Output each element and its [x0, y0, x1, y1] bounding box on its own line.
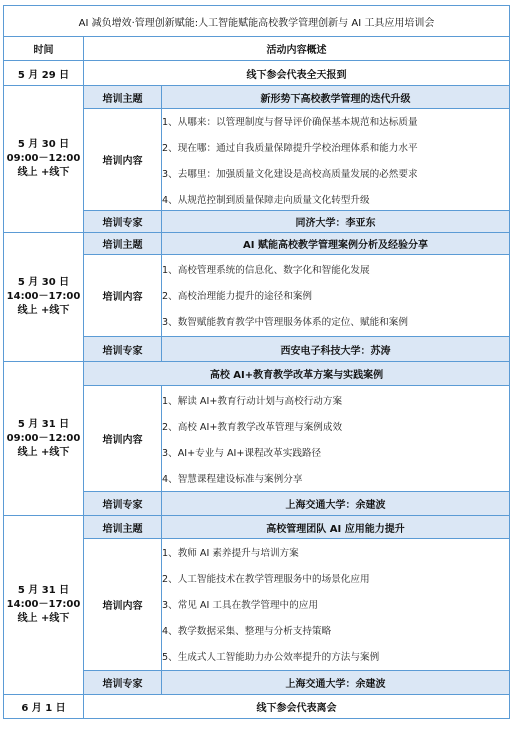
content-item: 3、AI+专业与 AI+课程改革实践路径	[162, 447, 322, 459]
content-item: 4、智慧课程建设标准与案例分享	[162, 473, 303, 485]
content-item: 2、高校治理能力提升的途径和案例	[162, 290, 313, 302]
session-mode: 线上 +线下	[17, 167, 70, 178]
session-mode: 线上 +线下	[17, 305, 70, 316]
content-item: 1、高校管理系统的信息化、数字化和智能化发展	[162, 264, 370, 276]
departure-text: 线下参会代表离会	[84, 695, 510, 719]
content-item: 3、数智赋能教育教学中管理服务体系的定位、赋能和案例	[162, 316, 408, 328]
topic-label: 培训主题	[84, 86, 162, 109]
expert-label: 培训专家	[84, 211, 162, 233]
content-item: 4、从规范控制到质量保障走向质量文化转型升级	[162, 194, 370, 206]
content-item: 3、去哪里：加强质量文化建设是高校高质量发展的必然要求	[162, 168, 418, 180]
content-item: 2、人工智能技术在教学管理服务中的场景化应用	[162, 573, 370, 585]
session-hours: 14:00－17:00	[6, 599, 81, 610]
session-hours: 14:00－17:00	[6, 291, 81, 302]
content-item: 1、教师 AI 素养提升与培训方案	[162, 547, 299, 559]
topic-label: 培训主题	[84, 516, 162, 539]
content-label: 培训内容	[84, 386, 162, 492]
content-item: 3、常见 AI 工具在教学管理中的应用	[162, 599, 318, 611]
session-date: 5 月 30 日	[17, 139, 70, 150]
content-item: 1、从哪来：以管理制度与督导评价确保基本规范和达标质量	[162, 116, 418, 128]
session-time	[4, 233, 84, 362]
expert-label: 培训专家	[84, 492, 162, 516]
session-mode: 线上 +线下	[17, 613, 70, 624]
session-topic: 新形势下高校教学管理的迭代升级	[162, 86, 510, 109]
content-item: 2、高校 AI+教育教学改革管理与案例成效	[162, 421, 343, 433]
session-expert: 上海交通大学：余建波	[162, 671, 510, 695]
session-time	[4, 86, 84, 233]
schedule-table	[3, 5, 510, 719]
header-content: 活动内容概述	[84, 37, 510, 61]
session-date: 5 月 30 日	[17, 277, 70, 288]
header-time: 时间	[4, 37, 84, 61]
arrival-text: 线下参会代表全天报到	[84, 61, 510, 86]
arrival-date: 5 月 29 日	[4, 61, 84, 86]
content-item: 1、解读 AI+教育行动计划与高校行动方案	[162, 395, 343, 407]
content-label: 培训内容	[84, 109, 162, 211]
expert-label: 培训专家	[84, 671, 162, 695]
content-list	[162, 539, 510, 671]
page-title: AI 减负增效·管理创新赋能:人工智能赋能高校教学管理创新与 AI 工具应用培训会	[4, 6, 510, 37]
session-hours: 09:00－12:00	[6, 432, 81, 444]
session-hours: 09:00－12:00	[6, 153, 81, 164]
content-list	[162, 386, 510, 492]
session-topic: 高校 AI+教育教学改革方案与实践案例	[84, 362, 510, 386]
content-item: 2、现在哪：通过自我质量保障提升学校治理体系和能力水平	[162, 142, 418, 154]
content-label: 培训内容	[84, 539, 162, 671]
session-mode: 线上 +线下	[17, 446, 70, 458]
session-topic: AI 赋能高校教学管理案例分析及经验分享	[162, 233, 510, 255]
session-date: 5 月 31 日	[17, 585, 70, 596]
session-expert: 上海交通大学：余建波	[162, 492, 510, 516]
session-topic: 高校管理团队 AI 应用能力提升	[162, 516, 510, 539]
content-item: 5、生成式人工智能助力办公效率提升的方法与案例	[162, 651, 380, 663]
content-item: 4、教学数据采集、整理与分析支持策略	[162, 625, 332, 637]
content-label: 培训内容	[84, 255, 162, 337]
expert-label: 培训专家	[84, 337, 162, 362]
session-time	[4, 516, 84, 695]
session-time	[4, 362, 84, 516]
topic-label: 培训主题	[84, 233, 162, 255]
departure-date: 6 月 1 日	[4, 695, 84, 719]
content-list	[162, 255, 510, 337]
content-list	[162, 109, 510, 211]
session-expert: 同济大学：李亚东	[162, 211, 510, 233]
session-expert: 西安电子科技大学：苏涛	[162, 337, 510, 362]
session-date: 5 月 31 日	[17, 418, 70, 430]
